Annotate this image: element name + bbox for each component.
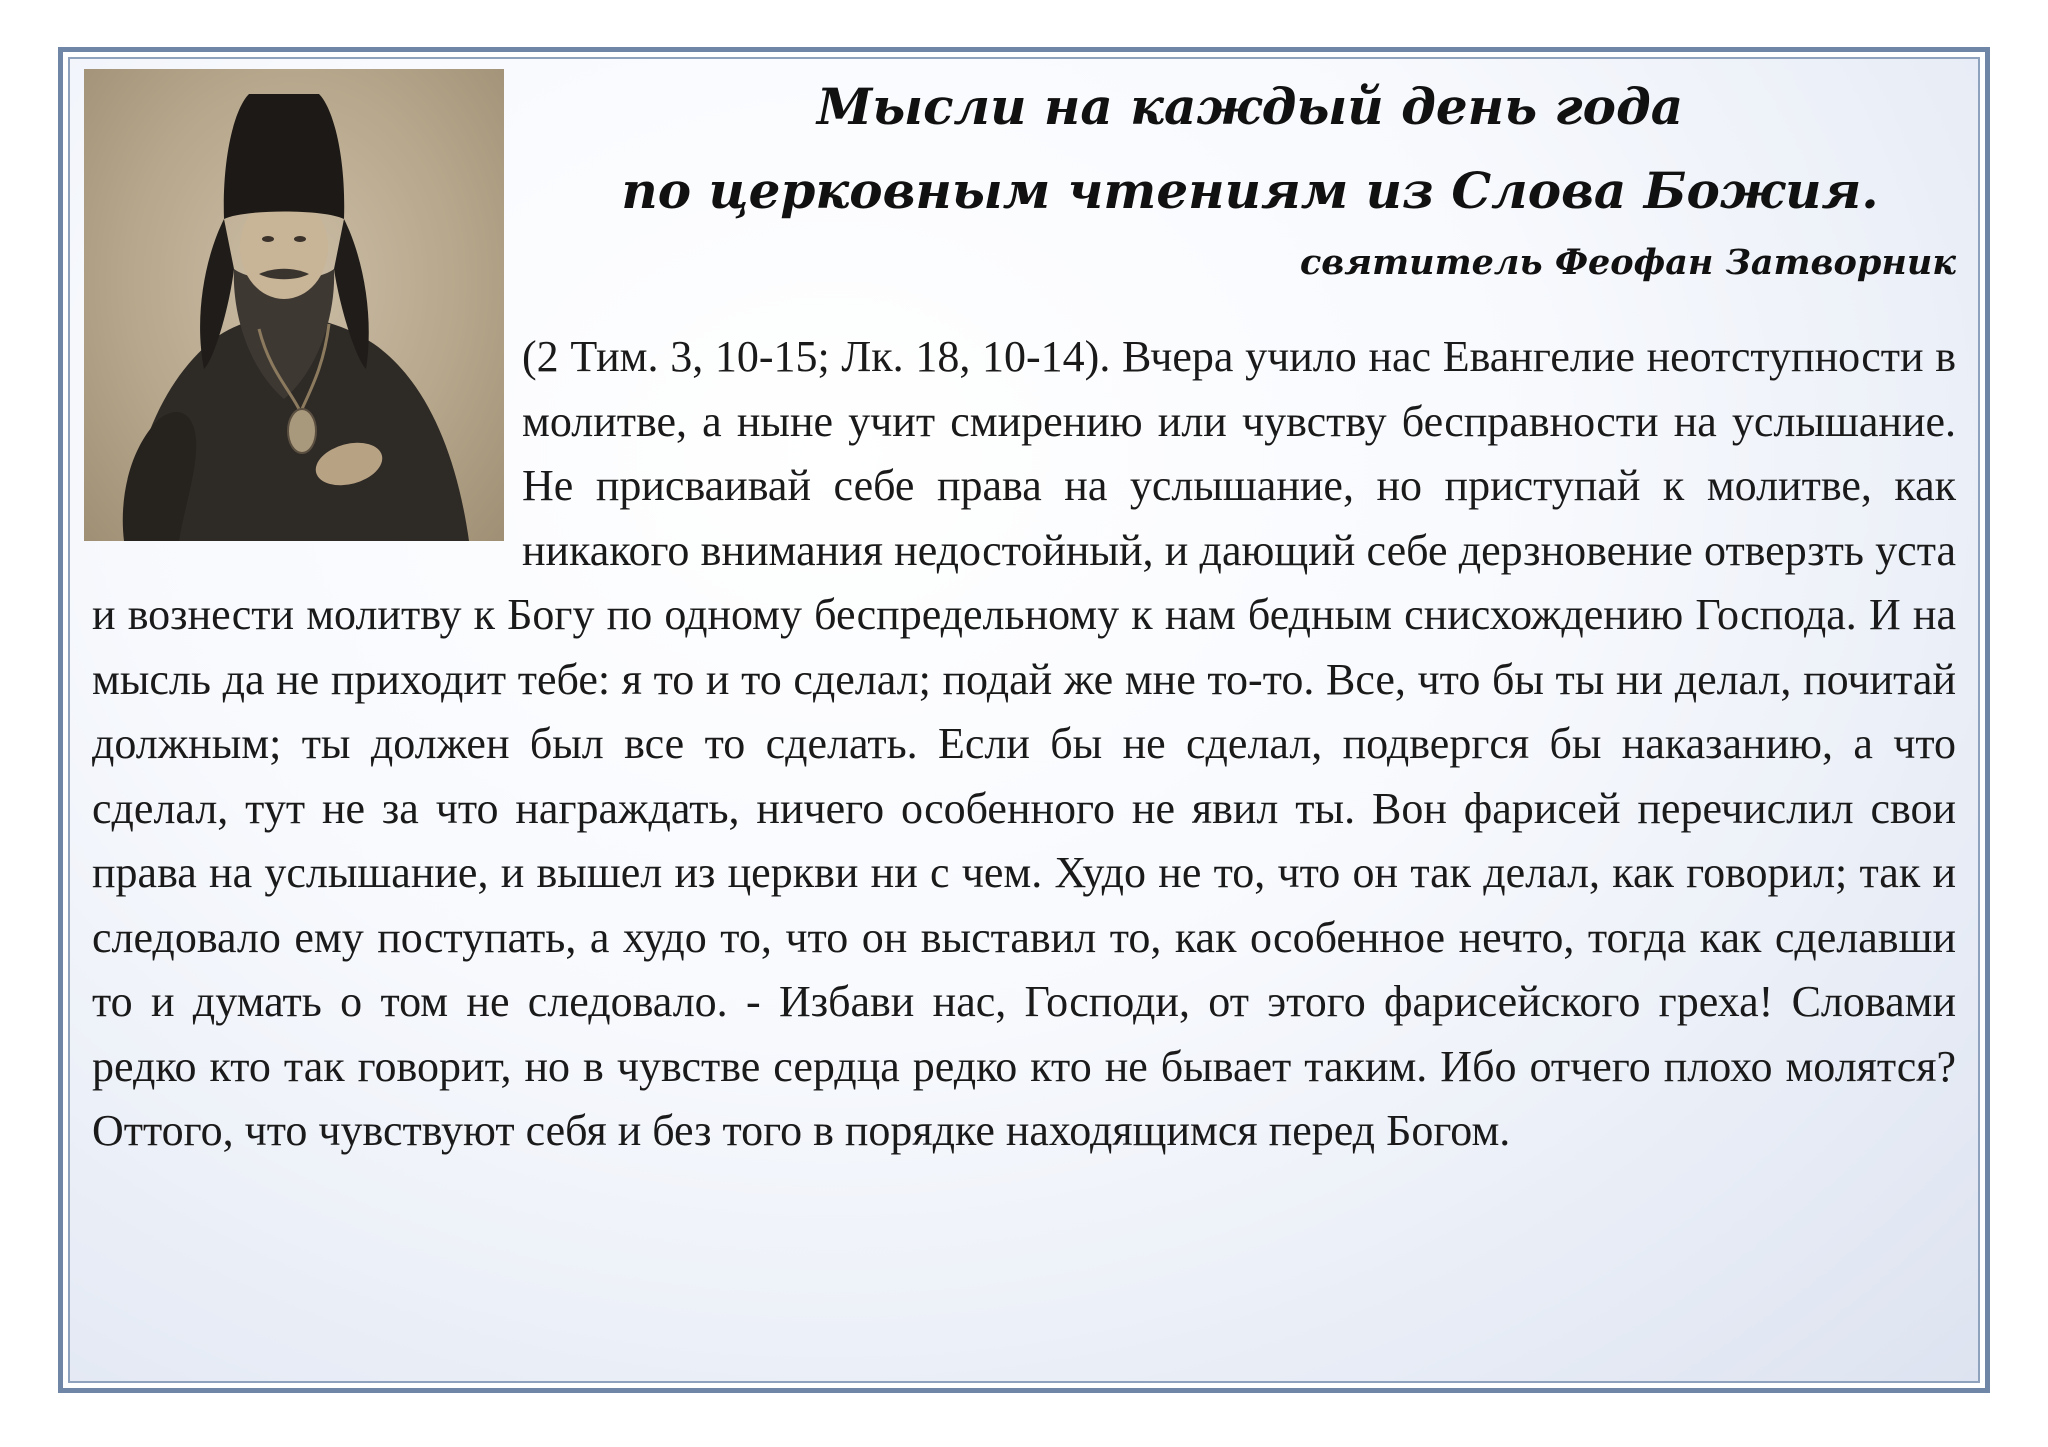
- portrait-image: [84, 69, 504, 541]
- title-line-2: по церковным чтениям из Слова Божия.: [621, 161, 1879, 220]
- page-frame-inner: [68, 57, 1980, 1383]
- page-frame: [58, 47, 1990, 1393]
- header: [510, 59, 1978, 293]
- portrait-drawing: [84, 69, 504, 541]
- author-name: святитель Феофан Затворник: [1300, 242, 1956, 283]
- title-line-1: Мысли на каждый день года: [816, 77, 1684, 136]
- reading-text: (2 Тим. 3, 10-15; Лк. 18, 10-14). Вчера учило нас Евангелие неотступности в молитве, а ныне учит смирению или чувству бесправности на услышание. Не присваивай себе права на услышание, но приступай к молитве, как никакого внимания недостойный, и дающий себе дерзновение отверзть уста и вознести молитву к Богу по одному беспредельному к нам бедным снисхождению Господа. И на мысль да не приходит тебе: я то и то сделал; подай же мне то-то. Все, что бы ты ни делал, почитай должным; ты должен был все то сделать. Если бы не сделал, подвергся бы наказанию, а что сделал, тут не за что награждать, ничего особенного не явил ты. Вон фарисей перечислил свои права на услышание, и вышел из церкви ни с чем. Худо не то, что он так делал, как говорил; так и следовало ему поступать, а худо то, что он выставил то, как особенное нечто, тогда как сделавши то и думать о том не следовало. - Избави нас, Господи, от этого фарисейского греха! Словами редко кто так говорит, но в чувстве сердца редко кто не бывает таким. Ибо отчего плохо молятся? Оттого, что чувствуют себя и без того в порядке находящимся перед Богом.: [92, 332, 1956, 1155]
